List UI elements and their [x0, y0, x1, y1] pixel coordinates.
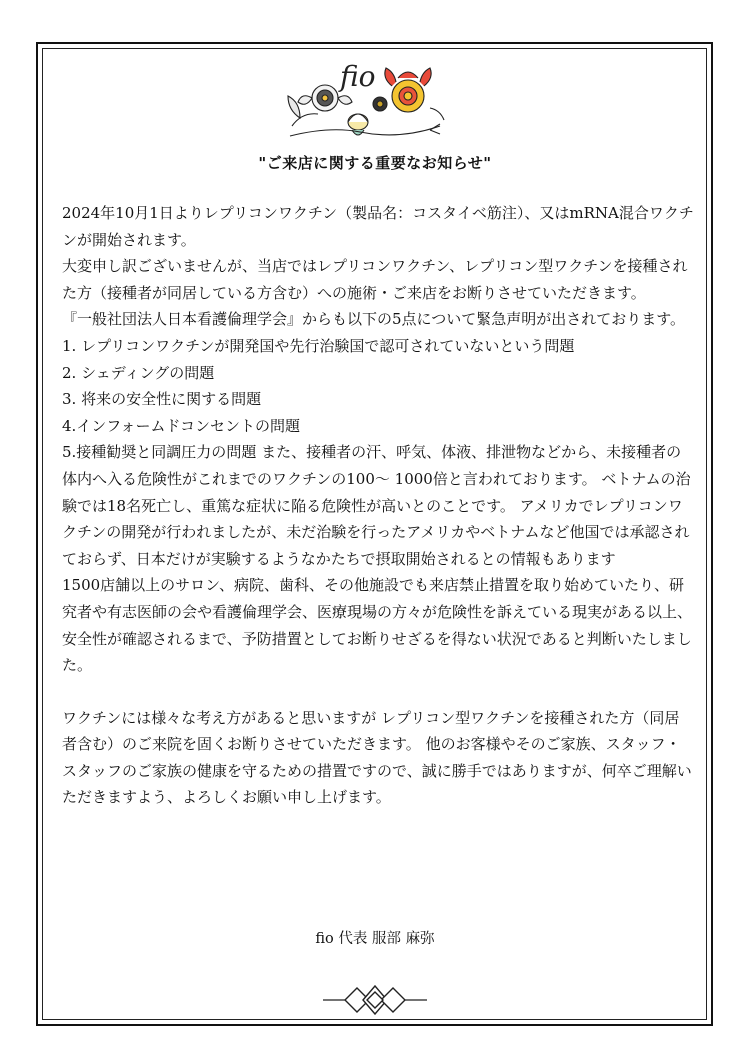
paragraph-gap — [62, 679, 694, 705]
logo-text: fio — [340, 60, 376, 93]
paragraph-statement: 『一般社団法人日本看護倫理学会』からも以下の5点について緊急声明が出されております。 — [62, 310, 686, 329]
list-item-2: 2. シェディングの問題 — [62, 363, 215, 382]
paragraph-salons: 1500店舗以上のサロン、病院、歯科、その他施設でも来店禁止措置を取り始めていたり、研究者や有志医師の会や看護倫理学会、医療現場の方々が危険性を訴えている現実がある以上、安全性が確認されるまで、予防措置としてお断りせざるを得ない状況であると判断いたしました。 — [62, 576, 693, 675]
diamond-knot-ornament — [323, 978, 427, 1022]
paragraph-start-date: 2024年10月1日よりレプリコンワクチン（製品名：コスタイベ筋注）、又はmRNA混合ワクチンが開始されます。 — [62, 204, 694, 249]
paragraph-closing: ワクチンには様々な考え方があると思いますが レプリコン型ワクチンを接種された方（同居者含む）のご来院を固くお断りさせていただきます。 他のお客様やそのご家族、スタッフ・スタッフのご家族の健康を守るための措置ですので、誠に勝手ではありますが、何卒ご理解いただきますよう、よろしくお願い申し上げます。 — [62, 708, 692, 807]
notice-body — [62, 200, 694, 811]
list-item-1: 1. レプリコンワクチンが開発国や先行治験国で認可されていないという問題 — [62, 336, 575, 355]
list-item-4: 4.インフォームドコンセントの問題 — [62, 416, 300, 435]
paragraph-refusal: 大変申し訳ございませんが、当店ではレプリコンワクチン、レプリコン型ワクチンを接種された方（接種者が同居している方含む）への施術・ご来店をお断りさせていただきます。 — [62, 257, 688, 302]
list-item-3: 3. 将来の安全性に関する問題 — [62, 390, 262, 409]
signature: fio 代表 服部 麻弥 — [315, 931, 435, 947]
notice-title: "ご来店に関する重要なお知らせ" — [258, 154, 492, 172]
list-item-5: 5.接種勧奨と同調圧力の問題 また、接種者の汗、呼気、体液、排泄物などから、未接種者の体内へ入る危険性がこれまでのワクチンの100～ 1000倍と言われております。 ベトナムの治験では18名死亡し、重篤な症状に陥る危険性が高いとのことです。 アメリカでレプリコンワクチンの開発が行われましたが、未だ治験を行ったアメリカやベトナムなど他国では承認されておらず、日本だけが実験するようなかたちで摂取開始されるとの情報もあります — [62, 443, 691, 568]
fio-floral-logo — [280, 56, 450, 146]
